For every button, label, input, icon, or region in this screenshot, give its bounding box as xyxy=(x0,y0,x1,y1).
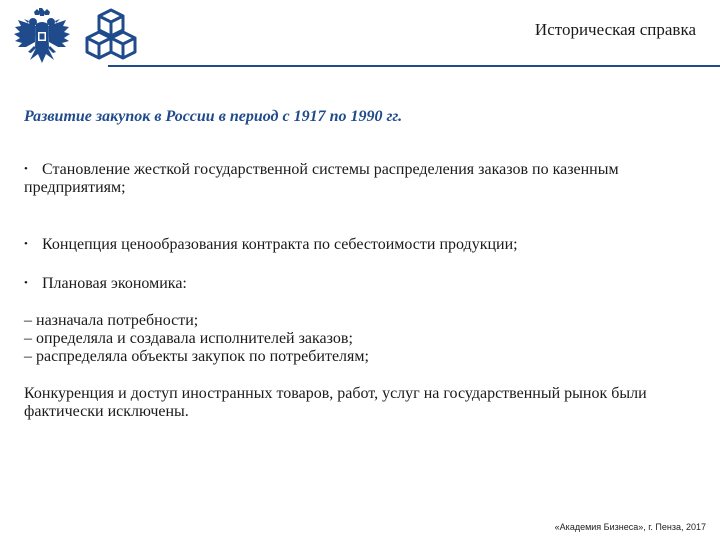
dash-list xyxy=(24,312,696,366)
bullet-item xyxy=(24,160,696,197)
russian-eagle-emblem-icon xyxy=(12,8,72,70)
bullet-text: Становление жесткой государственной системы распределения заказов по казенным предприятиям; xyxy=(24,161,619,196)
header-divider xyxy=(108,65,720,67)
dash-item: – определяла и создавала исполнителей заказов; xyxy=(24,330,353,347)
bullet-text: Плановая экономика: xyxy=(42,275,187,292)
dash-item: – распределяла объекты закупок по потребителям; xyxy=(24,348,369,365)
bullet-item xyxy=(24,274,696,293)
slide-subtitle: Развитие закупок в России в период с 1917 по 1990 гг. xyxy=(24,108,403,125)
cubes-logo-icon xyxy=(80,6,142,68)
bullet-item xyxy=(24,235,696,254)
header xyxy=(0,0,720,72)
conclusion-text: Конкуренция и доступ иностранных товаров, работ, услуг на государственный рынок были фактически исключены. xyxy=(24,385,647,420)
section-title: Историческая справка xyxy=(534,20,696,39)
footer-credit: «Академия Бизнеса», г. Пенза, 2017 xyxy=(554,522,706,532)
bullet-dot-icon: • xyxy=(24,238,28,250)
bullet-text: Концепция ценообразования контракта по себестоимости продукции; xyxy=(42,236,518,253)
slide-content xyxy=(24,160,696,437)
bullet-dot-icon: • xyxy=(24,277,28,289)
dash-item: – назначала потребности; xyxy=(24,312,199,329)
bullet-dot-icon: • xyxy=(24,163,28,175)
